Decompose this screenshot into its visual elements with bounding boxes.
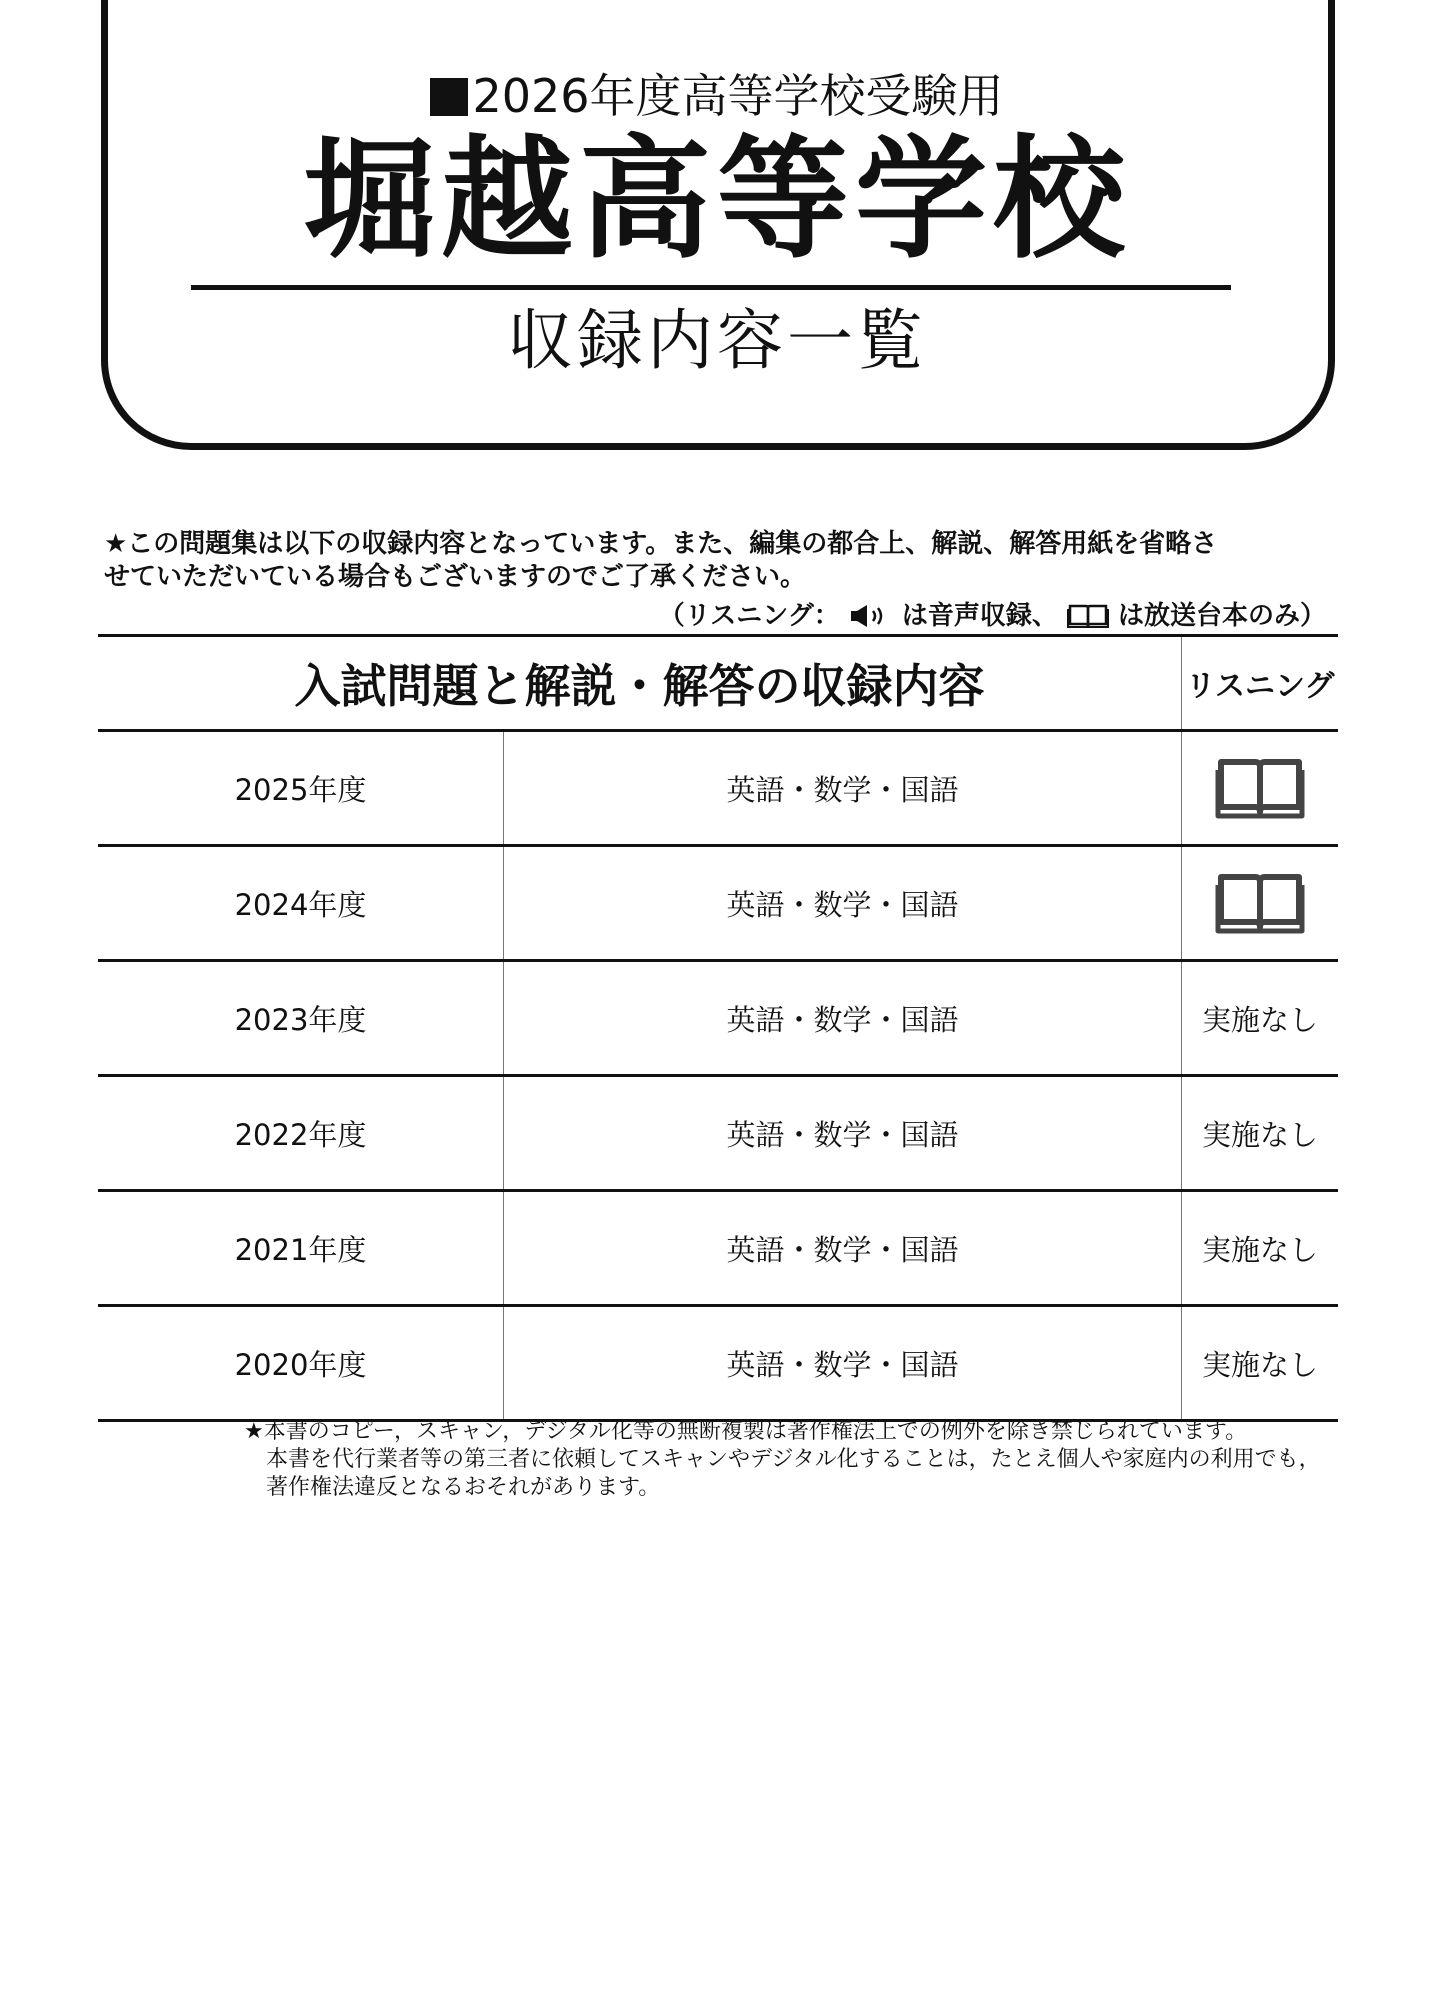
page-subtitle: 収録内容一覧 (507, 302, 927, 379)
legend-audio-text: は音声収録、 (901, 601, 1058, 631)
year-cell: 2024年度 (98, 847, 504, 959)
intro-line: ★この問題集は以下の収録内容となっています。また、編集の都合上、解説、解答用紙を省略さ (104, 529, 1218, 559)
table-header-row (98, 637, 1338, 732)
table-row (98, 1077, 1338, 1192)
legend-book-text: は放送台本のみ） (1117, 601, 1326, 631)
subjects-cell: 英語・数学・国語 (504, 847, 1182, 959)
contents-table (98, 634, 1338, 1422)
footnote-line: 著作権法違反となるおそれがあります。 (266, 1475, 661, 1500)
edition-label (0, 68, 1434, 124)
listening-cell (1182, 732, 1338, 844)
listening-cell (1182, 962, 1338, 1074)
footnote-line: ★本書のコピー，スキャン，デジタル化等の無断複製は著作権法上での例外を除き禁じられています。 (244, 1419, 1248, 1444)
table-row (98, 1307, 1338, 1422)
edition-text: 2026年度高等学校受験用 (472, 69, 1004, 123)
book-icon (1215, 756, 1305, 820)
table-row (98, 1192, 1338, 1307)
title-divider (191, 285, 1231, 290)
year-cell: 2025年度 (98, 732, 504, 844)
table-body (98, 732, 1338, 1422)
intro-note (104, 528, 1344, 594)
subjects-cell: 英語・数学・国語 (504, 1077, 1182, 1189)
year-cell: 2021年度 (98, 1192, 504, 1304)
year-cell: 2020年度 (98, 1307, 504, 1419)
header-contents: 入試問題と解説・解答の収録内容 (98, 637, 1182, 729)
listening-status: 実施なし (1201, 1232, 1318, 1267)
table-row (98, 847, 1338, 962)
year-cell: 2023年度 (98, 962, 504, 1074)
listening-status: 実施なし (1201, 1117, 1318, 1152)
book-icon (1215, 871, 1305, 935)
subjects-cell: 英語・数学・国語 (504, 962, 1182, 1074)
footnote-line: 本書を代行業者等の第三者に依頼してスキャンやデジタル化することは，たとえ個人や家庭内の利用でも， (266, 1447, 1321, 1472)
listening-cell (1182, 1077, 1338, 1189)
book-icon (1067, 603, 1109, 629)
school-title: 堀越高等学校 (303, 123, 1131, 277)
listening-cell (1182, 1192, 1338, 1304)
year-cell: 2022年度 (98, 1077, 504, 1189)
subjects-cell: 英語・数学・国語 (504, 1307, 1182, 1419)
copyright-note (244, 1418, 1344, 1502)
subjects-cell: 英語・数学・国語 (504, 1192, 1182, 1304)
table-row (98, 962, 1338, 1077)
listening-cell (1182, 1307, 1338, 1419)
listening-legend (659, 600, 1326, 632)
table-row (98, 732, 1338, 847)
speaker-icon (849, 603, 893, 629)
listening-status: 実施なし (1201, 1347, 1318, 1382)
intro-line: せていただいている場合もございますのでご了承ください。 (104, 562, 807, 592)
subjects-cell: 英語・数学・国語 (504, 732, 1182, 844)
listening-cell (1182, 847, 1338, 959)
header-listening: リスニング (1185, 669, 1335, 704)
listening-status: 実施なし (1201, 1002, 1318, 1037)
legend-open: （リスニング： (658, 601, 840, 631)
square-bullet-icon (430, 78, 468, 116)
